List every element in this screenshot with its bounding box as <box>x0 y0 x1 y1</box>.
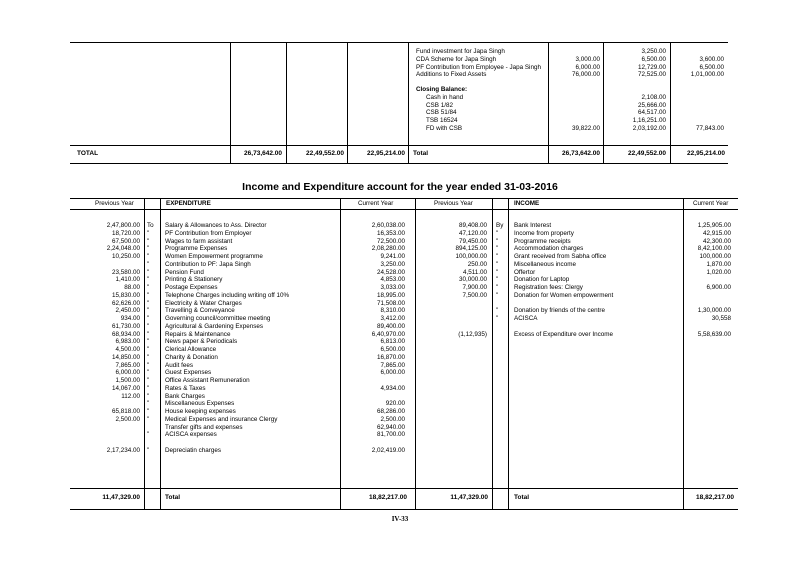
total-label: Total <box>165 494 181 501</box>
expenditure-current-value: 3,412.00 <box>380 315 405 322</box>
expenditure-current-value: 16,353.00 <box>376 229 405 237</box>
income-current-value <box>684 276 731 284</box>
expenditure-previous-value <box>72 400 140 408</box>
total-previous: 11,47,329.00 <box>450 494 488 501</box>
expenditure-current-value <box>341 393 405 401</box>
expenditure-marker: " <box>147 330 150 338</box>
expenditure-previous-value: 112.00 <box>121 392 140 400</box>
income-previous-value: 894,125.00 <box>455 245 487 253</box>
value: 6,500.00 <box>641 55 666 63</box>
total-value: 22,95,214.00 <box>367 150 405 157</box>
income-previous-value <box>416 307 487 315</box>
expenditure-marker: " <box>147 253 150 260</box>
income-current-value: 5,58,639.00 <box>697 330 731 338</box>
expenditure-current-value: 3,250.00 <box>380 260 405 268</box>
expenditure-previous-value: 14,850.00 <box>111 353 140 361</box>
expenditure-marker: " <box>147 361 150 369</box>
expenditure-current-value <box>341 439 405 447</box>
header-previous-year: Previous Year <box>95 200 134 207</box>
expenditure-marker: " <box>147 268 150 276</box>
balance-col-a <box>549 48 600 133</box>
balance-items <box>416 48 541 133</box>
expenditure-label: News paper & Periodicals <box>165 338 238 346</box>
expenditure-previous-value: 18,720.00 <box>111 229 140 237</box>
income-previous-col <box>416 222 487 338</box>
value <box>671 109 724 117</box>
expenditure-marker: To <box>147 222 154 229</box>
income-marker: " <box>496 315 499 322</box>
expenditure-marker: " <box>147 322 150 330</box>
income-label: Programme receipts <box>514 237 571 245</box>
income-label: Bank Interest <box>514 222 552 229</box>
value <box>671 48 724 56</box>
income-current-value <box>684 300 731 308</box>
expenditure-marker <box>147 424 159 432</box>
value: 12,729.00 <box>637 63 666 71</box>
income-previous-value: 100,000.00 <box>455 253 487 260</box>
expenditure-previous-value: 2,47,800.00 <box>106 222 140 229</box>
expenditure-marker: " <box>147 245 150 253</box>
value: 64,517.00 <box>637 109 666 117</box>
expenditure-current-value: 18,995.00 <box>376 291 405 299</box>
expenditure-previous-value: 2,24,048.00 <box>106 245 140 253</box>
income-current-value: 42,300.00 <box>702 237 731 245</box>
expenditure-current-value: 71,508.00 <box>376 299 405 307</box>
expenditure-marker: " <box>147 369 150 377</box>
income-marker: " <box>496 260 499 268</box>
expenditure-current-value: 2,500.00 <box>380 415 405 423</box>
income-previous-value: 250.00 <box>467 260 487 268</box>
rule <box>70 509 738 510</box>
income-label: Miscellaneous income <box>514 260 576 268</box>
expenditure-current-value: 8,310.00 <box>380 307 405 315</box>
expenditure-previous-value: 4,500.00 <box>115 346 140 353</box>
income-label: Grant received from Sabha office <box>514 253 607 260</box>
income-previous-value <box>416 315 487 323</box>
value <box>549 102 600 110</box>
total-current: 18,82,217.00 <box>696 494 734 501</box>
expenditure-marker: " <box>147 431 150 439</box>
income-current-value <box>684 323 731 331</box>
total-label-left: TOTAL <box>77 150 99 157</box>
expenditure-previous-value <box>72 431 140 439</box>
expenditure-previous-value: 61,730.00 <box>111 322 140 330</box>
expenditure-label: Office Assistant Remuneration <box>165 377 250 384</box>
expenditure-current-value: 6,40,970.00 <box>371 330 405 338</box>
expenditure-previous-value <box>72 424 140 432</box>
expenditure-label: Pension Fund <box>165 268 204 276</box>
expenditure-current-value: 2,08,280.00 <box>371 245 405 253</box>
expenditure-label-col <box>165 222 339 455</box>
income-previous-value: 7,500.00 <box>462 291 487 299</box>
income-current-value: 42,915.00 <box>702 229 731 237</box>
expenditure-marker: " <box>147 291 150 299</box>
closing-item-label: TSB 16524 <box>426 117 458 124</box>
income-marker: By <box>496 222 504 229</box>
value: 3,250.00 <box>641 48 666 55</box>
expenditure-current-value: 9,241.00 <box>380 253 405 260</box>
closing-item-label: CSB 1/82 <box>426 101 453 109</box>
divider <box>160 198 161 509</box>
expenditure-marker: " <box>147 446 150 454</box>
closing-item-label: FD with CSB <box>426 124 463 132</box>
income-marker <box>496 300 508 308</box>
income-marker <box>496 331 508 339</box>
expenditure-label: Salary & Allowances to Ass. Director <box>165 222 267 229</box>
value <box>549 117 600 125</box>
expenditure-label: Printing & Stationery <box>165 276 223 284</box>
expenditure-marker: " <box>147 400 150 408</box>
expenditure-label: Guest Expenses <box>165 369 212 377</box>
expenditure-marker: " <box>147 229 150 237</box>
income-marker: " <box>496 307 499 315</box>
expenditure-previous-value: 934.00 <box>120 315 140 322</box>
expenditure-marker: " <box>147 237 150 245</box>
value: 39,822.00 <box>571 124 600 132</box>
income-current-value: 6,900.00 <box>706 284 731 291</box>
expenditure-previous-value: 1,410.00 <box>115 276 140 284</box>
income-label <box>514 300 682 308</box>
expenditure-current-value: 4,853.00 <box>380 276 405 284</box>
expenditure-marker: " <box>147 276 150 284</box>
expenditure-label: Repairs & Maintenance <box>165 330 231 338</box>
expenditure-label: Women Empowerment programme <box>165 253 263 260</box>
value: 3,600.00 <box>699 55 724 63</box>
balance-col-b <box>604 48 666 133</box>
expenditure-previous-value: 2,17,234.00 <box>106 446 140 454</box>
total-value: 22,49,552.00 <box>306 150 344 157</box>
expenditure-marker: " <box>147 392 150 400</box>
income-label: Income from property <box>514 229 574 237</box>
expenditure-marker <box>147 439 159 447</box>
expenditure-current-value: 7,865.00 <box>380 361 405 369</box>
value: 1,01,000.00 <box>690 71 724 79</box>
expenditure-label: Contribution to PF: Japa Singh <box>165 260 251 268</box>
total-value: 22,49,552.00 <box>628 150 666 157</box>
expenditure-label: Programme Expenses <box>165 245 228 253</box>
expenditure-previous-value: 7,865.00 <box>115 361 140 369</box>
expenditure-label: Electricity & Water Charges <box>165 299 242 307</box>
balance-item-label: Fund investment for Japa Singh <box>416 48 505 55</box>
value: 1,16,251.00 <box>632 117 666 124</box>
value: 2,108.00 <box>641 93 666 101</box>
income-marker: " <box>496 253 499 260</box>
expenditure-marker: " <box>147 307 150 315</box>
income-marker: " <box>496 237 499 245</box>
expenditure-marker: " <box>147 415 150 423</box>
value: 6,000.00 <box>575 63 600 71</box>
value <box>671 102 724 110</box>
income-label: Offertor <box>514 268 536 276</box>
income-previous-value: 79,450.00 <box>458 237 487 245</box>
value: 72,525.00 <box>637 71 666 79</box>
expenditure-marker: " <box>147 353 150 361</box>
income-current-value: 1,25,905.00 <box>697 222 731 229</box>
expenditure-previous-value <box>72 439 140 447</box>
income-current-value: 100,000.00 <box>699 253 731 260</box>
header-current-year: Current Year <box>693 200 729 207</box>
expenditure-label: Wages to farm assistant <box>165 237 233 245</box>
expenditure-label: House keeping expenses <box>165 408 236 415</box>
balance-item-label: PF Contribution from Employee - Japa Singh <box>416 63 541 71</box>
income-marker: " <box>496 268 499 276</box>
expenditure-label: Agricultural & Gardening Expenses <box>165 322 264 330</box>
value: 25,666.00 <box>637 101 666 109</box>
expenditure-label: Transfer gifts and expenses <box>165 423 243 431</box>
income-marker <box>496 323 508 331</box>
rule <box>70 163 728 164</box>
expenditure-label: Rates & Taxes <box>165 384 206 392</box>
header-previous-year: Previous Year <box>434 200 473 207</box>
total-current: 18,82,217.00 <box>369 494 407 501</box>
expenditure-label: Charity & Donation <box>165 353 218 361</box>
total-value: 26,73,642.00 <box>562 150 600 157</box>
expenditure-current-value: 2,60,038.00 <box>371 222 405 229</box>
expenditure-previous-value: 88.00 <box>124 284 140 291</box>
rule <box>70 209 738 210</box>
income-current-col <box>684 222 731 338</box>
value: 3,000.00 <box>575 55 600 63</box>
income-label: Excess of Expenditure over Income <box>514 330 614 338</box>
total-value: 26,73,642.00 <box>244 150 282 157</box>
total-previous: 11,47,329.00 <box>102 494 140 501</box>
expenditure-marker: " <box>147 377 150 384</box>
income-marker-col <box>496 222 508 338</box>
income-current-value: 1,020.00 <box>706 268 731 276</box>
expenditure-previous-value: 2,500.00 <box>115 415 140 423</box>
expenditure-previous-value: 67,500.00 <box>111 237 140 245</box>
rule <box>70 488 738 489</box>
expenditure-current-value: 920.00 <box>385 400 405 408</box>
expenditure-previous-value: 23,580.00 <box>111 268 140 276</box>
expenditure-marker: " <box>147 284 150 291</box>
expenditure-previous-value: 1,500.00 <box>115 377 140 384</box>
page-title: Income and Expenditure account for the year ended 31-03-2016 <box>242 181 558 193</box>
balance-item-label: Additions to Fixed Assets <box>416 71 487 79</box>
expenditure-previous-value: 62,626.00 <box>111 299 140 307</box>
rule <box>70 42 728 43</box>
rule <box>70 198 738 199</box>
expenditure-label: Telephone Charges including writing off 10% <box>165 291 290 299</box>
expenditure-current-value: 24,528.00 <box>376 268 405 276</box>
expenditure-previous-value: 15,830.00 <box>111 291 140 299</box>
total-label-right: Total <box>413 150 429 157</box>
expenditure-current-value: 6,000.00 <box>380 369 405 377</box>
value: 77,843.00 <box>695 124 724 132</box>
closing-item-label: Cash in hand <box>426 93 464 101</box>
expenditure-current-value: 62,940.00 <box>376 423 405 431</box>
expenditure-previous-col <box>72 222 140 455</box>
value: 76,000.00 <box>571 71 600 79</box>
income-current-value: 1,30,000.00 <box>697 307 731 315</box>
income-label: Donation for Women empowerment <box>514 291 614 299</box>
income-previous-value <box>416 300 487 308</box>
income-marker: " <box>496 245 499 253</box>
expenditure-current-col <box>341 222 405 455</box>
expenditure-previous-value <box>72 261 140 269</box>
expenditure-previous-value: 6,000.00 <box>115 369 140 377</box>
expenditure-label <box>165 439 339 447</box>
expenditure-label: Depreciatin charges <box>165 446 222 454</box>
expenditure-current-value: 81,700.00 <box>376 431 405 439</box>
expenditure-label: Medical Expenses and insurance Clergy <box>165 415 278 423</box>
income-previous-value <box>416 323 487 331</box>
divider <box>508 198 509 509</box>
income-current-value <box>684 292 731 300</box>
expenditure-previous-value: 68,934.00 <box>111 330 140 338</box>
expenditure-label: Postage Expenses <box>165 284 218 291</box>
expenditure-label: Miscellaneous Expenses <box>165 400 235 408</box>
expenditure-label: ACISCA expenses <box>165 431 217 439</box>
expenditure-current-value: 16,870.00 <box>376 353 405 361</box>
rule <box>70 145 728 146</box>
value <box>671 94 724 102</box>
expenditure-marker: " <box>147 338 150 346</box>
income-marker: " <box>496 284 499 291</box>
value: 6,500.00 <box>699 63 724 71</box>
income-marker: " <box>496 229 499 237</box>
expenditure-marker: " <box>147 408 150 415</box>
expenditure-current-value: 4,934.00 <box>380 384 405 392</box>
expenditure-current-value: 68,286.00 <box>376 408 405 415</box>
total-label: Total <box>514 494 530 501</box>
income-label: Registration fees: Clergy <box>514 284 583 291</box>
income-marker: " <box>496 276 499 284</box>
income-label: Donation for Laptop <box>514 276 570 284</box>
income-previous-value: (1,12,935) <box>458 330 487 338</box>
income-previous-value: 4,511.00 <box>462 268 487 276</box>
expenditure-previous-value: 2,450.00 <box>115 307 140 315</box>
expenditure-label: Travelling & Conveyance <box>165 307 235 315</box>
value <box>549 48 600 56</box>
divider <box>492 198 493 509</box>
expenditure-label: Governing council/committee meeting <box>165 315 271 322</box>
value: 2,03,192.00 <box>632 124 666 132</box>
value <box>549 109 600 117</box>
income-marker: " <box>496 291 499 299</box>
income-previous-value: 30,000.00 <box>458 276 487 284</box>
expenditure-label: Bank Charges <box>165 392 205 400</box>
expenditure-marker: " <box>147 384 150 392</box>
expenditure-marker-col <box>147 222 159 455</box>
header-income: INCOME <box>514 200 540 207</box>
income-current-value: 1,870.00 <box>706 260 731 268</box>
divider <box>144 198 145 509</box>
expenditure-marker: " <box>147 346 150 353</box>
balance-col-c <box>671 48 724 133</box>
expenditure-marker: " <box>147 299 150 307</box>
income-previous-value: 47,120.00 <box>458 229 487 237</box>
expenditure-label: PF Contribution from Employer <box>165 229 252 237</box>
expenditure-marker: " <box>147 315 150 322</box>
expenditure-previous-value: 6,983.00 <box>115 338 140 346</box>
page-number: IV-33 <box>391 515 409 523</box>
expenditure-previous-value: 10,250.00 <box>111 253 140 260</box>
closing-item-label: CSB 51/84 <box>426 109 457 117</box>
balance-item-label: CDA Scheme for Japa Singh <box>416 55 497 63</box>
income-previous-value: 7,900.00 <box>462 284 487 291</box>
income-current-value: 30,558 <box>711 315 731 322</box>
expenditure-label: Clerical Allowance <box>165 346 217 353</box>
value <box>671 117 724 125</box>
income-current-value: 8,42,100.00 <box>697 245 731 253</box>
income-label-col <box>514 222 682 338</box>
expenditure-current-value: 6,500.00 <box>380 346 405 353</box>
expenditure-marker: " <box>147 260 150 268</box>
total-value: 22,95,214.00 <box>687 150 725 157</box>
income-previous-value: 89,408.00 <box>458 222 487 229</box>
expenditure-current-value: 72,500.00 <box>376 237 405 245</box>
expenditure-current-value: 6,813.00 <box>380 338 405 346</box>
income-label: Donation by friends of the centre <box>514 307 606 315</box>
expenditure-current-value: 3,033.00 <box>380 284 405 291</box>
expenditure-label: Audit fees <box>165 361 194 369</box>
header-current-year: Current Year <box>358 200 394 207</box>
expenditure-current-value: 2,02,419.00 <box>371 446 405 454</box>
header-expenditure: EXPENDITURE <box>166 200 211 207</box>
expenditure-previous-value: 14,067.00 <box>111 384 140 392</box>
income-label: ACISCA <box>514 315 538 322</box>
income-label <box>514 323 682 331</box>
income-label: Accommodation charges <box>514 245 584 253</box>
expenditure-current-value <box>341 377 405 385</box>
expenditure-current-value: 89,400.00 <box>376 322 405 330</box>
closing-balance-label: Closing Balance: <box>416 86 468 93</box>
value <box>549 94 600 102</box>
expenditure-previous-value: 65,818.00 <box>111 408 140 415</box>
